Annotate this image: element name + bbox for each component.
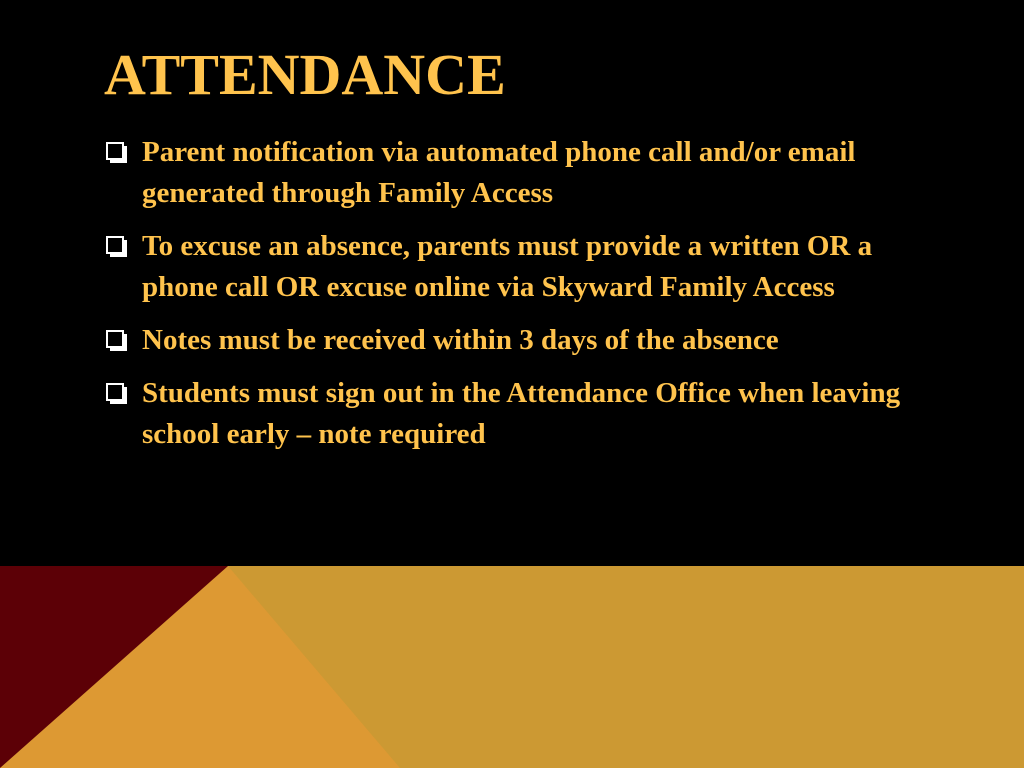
- checkbox-icon: [106, 330, 124, 348]
- checkbox-icon: [106, 383, 124, 401]
- bullet-text: Parent notification via automated phone call and/or email generated through Family Access: [142, 136, 856, 209]
- bullet-text: Notes must be received within 3 days of the absence: [142, 324, 779, 356]
- bullet-text: To excuse an absence, parents must provide a written OR a phone call OR excuse online via Skyward Family Access: [142, 230, 873, 303]
- slide-title: ATTENDANCE: [104, 42, 506, 107]
- bullet-item: [104, 132, 934, 214]
- checkbox-icon: [106, 142, 124, 160]
- bullet-item: [104, 373, 934, 455]
- checkbox-icon: [106, 236, 124, 254]
- bullet-item: [104, 226, 934, 308]
- bullet-text: Students must sign out in the Attendance Office when leaving school early – note required: [142, 377, 901, 450]
- bullet-item: [104, 320, 934, 361]
- decorative-footer-band: [0, 566, 1024, 768]
- bullet-list: [104, 132, 934, 467]
